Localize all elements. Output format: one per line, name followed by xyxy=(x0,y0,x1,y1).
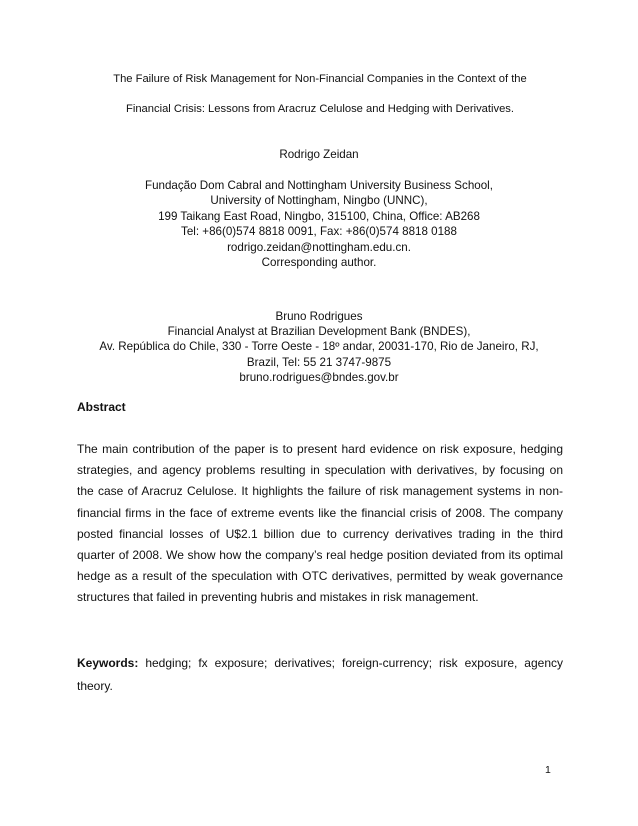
author-affiliation: Fundação Dom Cabral and Nottingham University Business School, xyxy=(145,179,493,192)
abstract-body: The main contribution of the paper is to present hard evidence on risk exposure, hedging strategies, and agency problems resulting in speculation with derivatives, by focusing on the case of Aracruz Celulose. It highlights the failure of risk management systems in non-financial firms in the face of extreme events like the financial crisis of 2008. The company posted financial losses of U$2.1 billion due to currency derivatives trading in the third quarter of 2008. We show how the company’s real hedge position deviated from its optimal hedge as a result of the speculation with OTC derivatives, permitted by weak governance structures that failed in preventing hubris and mistakes in risk management. xyxy=(77,442,563,605)
paper-title-line-1: The Failure of Risk Management for Non-Financial Companies in the Context of the xyxy=(113,73,527,85)
author-phone: Tel: +86(0)574 8818 0091, Fax: +86(0)574 8818 0188 xyxy=(181,225,457,238)
author-name: Bruno Rodrigues xyxy=(275,310,363,323)
author-name: Rodrigo Zeidan xyxy=(279,148,359,161)
abstract-heading: Abstract xyxy=(77,400,126,414)
keywords-label: Keywords: xyxy=(77,656,139,670)
author-address: Av. República do Chile, 330 - Torre Oeste - 18º andar, 20031-170, Rio de Janeiro, RJ, xyxy=(99,340,539,353)
author-affiliation: University of Nottingham, Ningbo (UNNC), xyxy=(210,194,428,207)
author-email: rodrigo.zeidan@nottingham.edu.cn. xyxy=(227,241,411,254)
author-address: 199 Taikang East Road, Ningbo, 315100, China, Office: AB268 xyxy=(158,210,480,223)
corresponding-author-note: Corresponding author. xyxy=(261,256,377,269)
author-address: Brazil, Tel: 55 21 3747-9875 xyxy=(246,356,392,369)
paper-title-line-2: Financial Crisis: Lessons from Aracruz Celulose and Hedging with Derivatives. xyxy=(126,103,514,115)
page-number: 1 xyxy=(545,764,551,776)
keywords-text: hedging; fx exposure; derivatives; foreign-currency; risk exposure, agency theory. xyxy=(77,656,563,693)
author-email: bruno.rodrigues@bndes.gov.br xyxy=(239,371,399,384)
keywords-paragraph xyxy=(77,652,563,698)
author-affiliation: Financial Analyst at Brazilian Development Bank (BNDES), xyxy=(167,325,471,338)
